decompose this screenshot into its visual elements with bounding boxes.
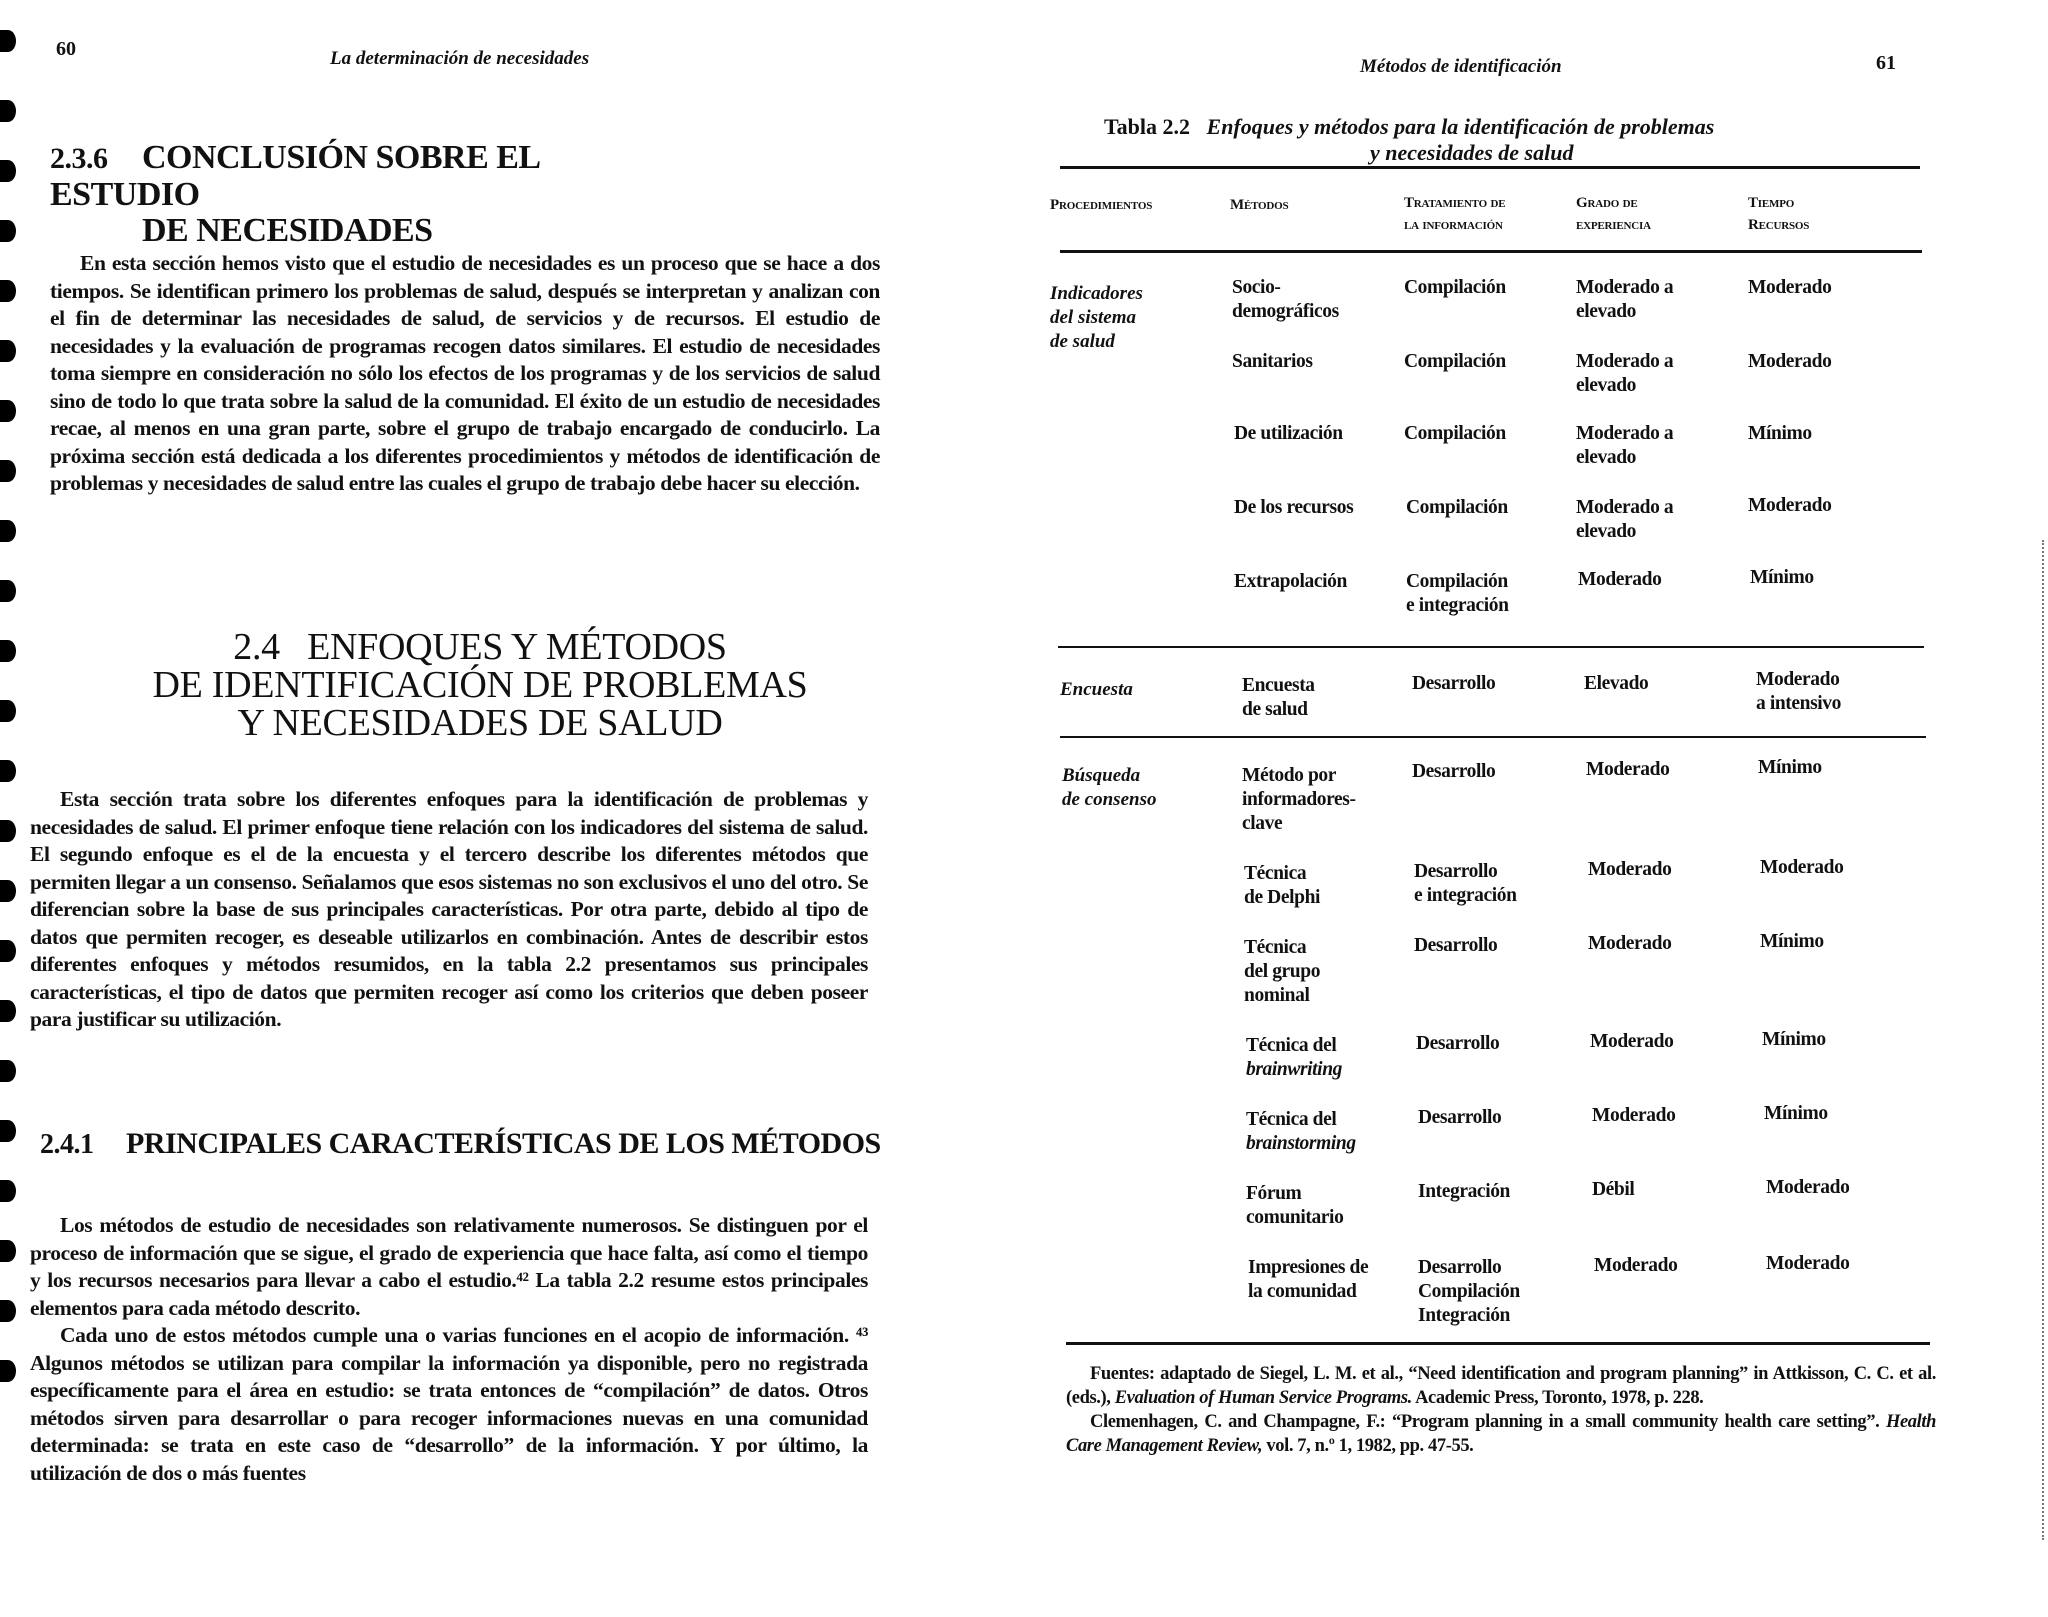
cell-line: Desarrollo [1414, 861, 1498, 882]
table-caption [1104, 114, 1864, 166]
cell-tratamiento: Compilación [1404, 351, 1506, 372]
binding-hole [0, 1240, 16, 1262]
cell-line: del grupo [1244, 961, 1321, 982]
table-title-line: y necesidades de salud [1370, 140, 1574, 165]
paragraph-text: Cada uno de estos métodos cumple una o varias funciones en el acopio de información. ⁴³ Algunos métodos se utilizan para compilar la información ya disponible, pero no registrada específicamente para el área en estudio: se trata entonces de “compilación” de datos. Otros métodos sirven para desarrollar o para recoger informaciones nuevas en una comunidad determinada: se trata en este caso de “desarrollo” de la información. Y por último, la utilización de dos o más fuentes [30, 1323, 868, 1485]
page-number: 61 [1876, 52, 1896, 74]
cell-tratamiento: Integración [1418, 1181, 1511, 1202]
binding-holes [0, 30, 22, 1450]
binding-hole [0, 1060, 16, 1082]
cell-grado [1576, 496, 1673, 544]
cell-tiempo: Moderado [1760, 857, 1844, 878]
cell-line: brainwriting [1246, 1059, 1342, 1080]
binding-hole [0, 1180, 16, 1202]
running-head: La determinación de necesidades [330, 48, 590, 69]
cell-tiempo: Mínimo [1758, 757, 1822, 778]
group-encuesta: Encuesta [1060, 679, 1133, 700]
cell-grado: Moderado [1578, 569, 1662, 590]
cell-line: Moderado a [1576, 497, 1674, 518]
sources-label: Fuentes: [1090, 1364, 1155, 1384]
group-line: Búsqueda [1062, 765, 1141, 786]
cell-tiempo: Mínimo [1750, 567, 1814, 588]
binding-hole [0, 1120, 16, 1142]
paragraph-text: Esta sección trata sobre los diferentes enfoques para la identificación de problemas y necesidades de salud. El primer enfoque tiene relación con los indicadores del sistema de salud. El segundo enfoque es el de la encuesta y el tercero describe los diferentes métodos que permiten llegar a un consenso. Señalamos que esos sistemas no son exclusivos el uno del otro. Se diferencian sobre la base de sus principales características. Por otra parte, debido al tipo de datos que permiten recoger, es deseable utilizarlos en combinación. Antes de describir estos diferentes enfoques y métodos resumidos, en la tabla 2.2 presentamos sus principales características, el tipo de datos que permiten recoger así como los criterios que deben poseer para justificar su utilización. [30, 787, 868, 1031]
header-line: Grado de [1576, 195, 1638, 211]
binding-hole [0, 400, 16, 422]
cell-line: a intensivo [1756, 693, 1841, 714]
cell-line: Técnica del [1246, 1035, 1337, 1056]
header-line: la información [1404, 217, 1503, 233]
cell-line: elevado [1576, 301, 1637, 322]
header-line: Tiempo [1748, 195, 1795, 211]
cell-tratamiento: Compilación [1404, 277, 1506, 298]
cell-line: Socio- [1232, 277, 1281, 298]
binding-hole [0, 1360, 16, 1382]
cell-grado [1576, 276, 1673, 324]
cell-tiempo: Mínimo [1762, 1029, 1826, 1050]
group-line: del sistema [1050, 307, 1137, 328]
cell-line: Desarrollo [1418, 1257, 1502, 1278]
page-number: 60 [56, 38, 76, 60]
section-number: 2.4.1 [40, 1129, 94, 1160]
group-indicadores [1050, 282, 1143, 354]
paragraph-caracteristicas [30, 1212, 868, 1487]
header-line: Recursos [1748, 217, 1810, 233]
binding-hole [0, 460, 16, 482]
section-heading-2-4 [100, 628, 860, 742]
group-busqueda [1062, 764, 1156, 812]
cell-line: Técnica [1244, 863, 1307, 884]
section-heading-2-3-6 [50, 140, 690, 249]
table-rule-group [1058, 646, 1924, 648]
source-title: Health Care Management Review, [1066, 1412, 1936, 1456]
header-tratamiento [1404, 192, 1505, 236]
cell-line: comunitario [1246, 1207, 1344, 1228]
binding-hole [0, 1000, 16, 1022]
binding-hole [0, 700, 16, 722]
paragraph-text: Los métodos de estudio de necesidades son relativamente numerosos. Se distinguen por el proceso de información que se sigue, el grado de experiencia que hace falta, así como el tiempo y los recursos necesarios para llevar a cabo el estudio.⁴² La tabla 2.2 resume estos principales elementos para cada método descrito. [30, 1213, 868, 1320]
header-line: experiencia [1576, 217, 1651, 233]
cell-line: Impresiones de [1248, 1257, 1369, 1278]
table-rule-header [1060, 250, 1922, 253]
cell-line: de Delphi [1244, 887, 1321, 908]
cell-tratamiento [1406, 570, 1509, 618]
cell-line: informadores- [1242, 789, 1356, 810]
cell-tiempo [1756, 668, 1841, 716]
cell-grado [1576, 350, 1673, 398]
source-entry [1066, 1410, 1936, 1458]
section-title-line: DE NECESIDADES [142, 212, 433, 249]
cell-line: Integración [1418, 1305, 1511, 1326]
cell-tratamiento: Compilación [1404, 423, 1506, 444]
cell-tratamiento: Desarrollo [1418, 1107, 1502, 1128]
source-text: Academic Press, Toronto, 1978, p. 228. [1411, 1388, 1704, 1408]
paragraph-enfoques [30, 786, 868, 1034]
running-head: Métodos de identificación [1360, 56, 1562, 77]
cell-tratamiento [1414, 860, 1517, 908]
table-rule-group [1060, 736, 1926, 738]
source-entry [1066, 1362, 1936, 1410]
cell-line: nominal [1244, 985, 1310, 1006]
cell-line: clave [1242, 813, 1283, 834]
binding-hole [0, 940, 16, 962]
cell-line: la comunidad [1248, 1281, 1357, 1302]
left-page [0, 0, 1020, 1617]
source-text: Clemenhagen, C. and Champagne, F.: “Program planning in a small community health care setting”. [1090, 1412, 1886, 1432]
table-rule-bottom [1066, 1342, 1930, 1345]
cell-line: Técnica del [1246, 1109, 1337, 1130]
cell-grado: Moderado [1586, 759, 1670, 780]
cell-tiempo: Mínimo [1764, 1103, 1828, 1124]
heading-line: ENFOQUES Y MÉTODOS [307, 626, 727, 668]
cell-line: e integración [1406, 595, 1509, 616]
cell-tiempo: Moderado [1766, 1177, 1850, 1198]
header-tiempo [1748, 192, 1809, 236]
cell-metodo: Sanitarios [1232, 351, 1313, 372]
cell-metodo [1246, 1108, 1356, 1156]
heading-line: Y NECESIDADES DE SALUD [237, 702, 723, 744]
cell-tratamiento: Desarrollo [1412, 761, 1496, 782]
group-line: de consenso [1062, 789, 1157, 810]
cell-tiempo: Moderado [1748, 351, 1832, 372]
cell-tratamiento [1418, 1256, 1520, 1328]
section-heading-2-4-1 [40, 1126, 890, 1163]
binding-hole [0, 640, 16, 662]
binding-hole [0, 820, 16, 842]
cell-grado: Débil [1592, 1179, 1635, 1200]
binding-hole [0, 340, 16, 362]
binding-hole [0, 580, 16, 602]
cell-line: demográficos [1232, 301, 1339, 322]
header-grado [1576, 192, 1651, 236]
cell-tratamiento: Desarrollo [1414, 935, 1498, 956]
cell-line: Moderado a [1576, 277, 1674, 298]
cell-tratamiento: Desarrollo [1412, 673, 1496, 694]
group-line: de salud [1050, 331, 1115, 352]
cell-grado: Moderado [1592, 1105, 1676, 1126]
cell-tiempo: Moderado [1748, 495, 1832, 516]
cell-tiempo: Mínimo [1748, 423, 1812, 444]
binding-hole [0, 880, 16, 902]
cell-line: Método por [1242, 765, 1337, 786]
cell-line: Fórum [1246, 1183, 1302, 1204]
right-page [1020, 0, 2048, 1617]
group-line: Indicadores [1050, 283, 1143, 304]
cell-line: de salud [1242, 699, 1308, 720]
cell-metodo [1244, 862, 1320, 910]
cell-line: elevado [1576, 521, 1637, 542]
table-title-line: Enfoques y métodos para la identificación de problemas [1206, 114, 1715, 139]
binding-hole [0, 1300, 16, 1322]
cell-line: brainstorming [1246, 1133, 1356, 1154]
cell-tiempo: Moderado [1766, 1253, 1850, 1274]
cell-line: Encuesta [1242, 675, 1315, 696]
paragraph-text: En esta sección hemos visto que el estudio de necesidades es un proceso que se hace a dos tiempos. Se identifican primero los problemas de salud, después se interpretan y analizan con el fin de determinar las necesidades de salud, de servicios y de recursos. El estudio de necesidades y la evaluación de programas recogen datos similares. El estudio de necesidades toma siempre en consideración no sólo los efectos de los programas y de los servicios de salud sino de todo lo que trata sobre la salud de la comunidad. El éxito de un estudio de necesidades recae, al menos en una gran parte, sobre el grupo de trabajo encargado de conducirlo. La próxima sección está dedicada a los diferentes procedimientos y métodos de identificación de problemas y necesidades de salud entre las cuales el grupo de trabajo debe hacer su elección. [50, 251, 880, 495]
cell-grado: Elevado [1584, 673, 1649, 694]
section-title: PRINCIPALES CARACTERÍSTICAS DE LOS MÉTODOS [126, 1127, 881, 1160]
binding-hole [0, 160, 16, 182]
section-title-line: CONCLUSIÓN SOBRE EL ESTUDIO [50, 139, 539, 213]
cell-tiempo: Moderado [1748, 277, 1832, 298]
scan-edge [2042, 540, 2048, 1540]
header-line: Tratamiento de [1404, 195, 1506, 211]
cell-line: Moderado [1756, 669, 1840, 690]
cell-metodo [1246, 1182, 1343, 1230]
header-metodos: Métodos [1230, 197, 1289, 213]
cell-metodo: De los recursos [1234, 497, 1354, 518]
cell-metodo: De utilización [1234, 423, 1343, 444]
binding-hole [0, 100, 16, 122]
cell-grado: Moderado [1590, 1031, 1674, 1052]
cell-metodo [1248, 1256, 1368, 1304]
cell-metodo [1232, 276, 1339, 324]
table-label: Tabla 2.2 [1104, 114, 1191, 139]
cell-grado: Moderado [1588, 933, 1672, 954]
source-title: Evaluation of Human Service Programs. [1114, 1388, 1412, 1408]
table-sources [1066, 1362, 1936, 1458]
cell-line: Compilación [1406, 571, 1508, 592]
source-text: adaptado de Siegel, L. M. et al., “Need identification and program planning” in Attkisson, C. C. et al. (eds.), [1066, 1364, 1936, 1408]
binding-hole [0, 280, 16, 302]
cell-line: elevado [1576, 375, 1637, 396]
cell-tiempo: Mínimo [1760, 931, 1824, 952]
cell-tratamiento: Compilación [1406, 497, 1508, 518]
heading-line: DE IDENTIFICACIÓN DE PROBLEMAS [152, 664, 808, 706]
cell-line: Moderado a [1576, 423, 1674, 444]
cell-line: Moderado a [1576, 351, 1674, 372]
table-rule-top [1060, 166, 1920, 169]
cell-metodo [1242, 764, 1356, 836]
binding-hole [0, 220, 16, 242]
cell-tratamiento: Desarrollo [1416, 1033, 1500, 1054]
cell-metodo [1244, 936, 1320, 1008]
binding-hole [0, 520, 16, 542]
heading-line: 2.4 [233, 626, 280, 668]
cell-line: e integración [1414, 885, 1517, 906]
header-procedimientos: Procedimientos [1050, 197, 1153, 213]
cell-line: elevado [1576, 447, 1637, 468]
binding-hole [0, 30, 16, 52]
cell-metodo: Extrapolación [1234, 571, 1347, 592]
cell-line: Compilación [1418, 1281, 1520, 1302]
cell-grado: Moderado [1594, 1255, 1678, 1276]
paragraph-conclusion [50, 250, 880, 498]
binding-hole [0, 760, 16, 782]
cell-metodo [1246, 1034, 1342, 1082]
cell-metodo [1242, 674, 1315, 722]
cell-grado [1576, 422, 1673, 470]
section-number: 2.3.6 [50, 142, 108, 175]
source-text: vol. 7, n.º 1, 1982, pp. 47-55. [1262, 1436, 1474, 1456]
cell-grado: Moderado [1588, 859, 1672, 880]
cell-line: Técnica [1244, 937, 1307, 958]
